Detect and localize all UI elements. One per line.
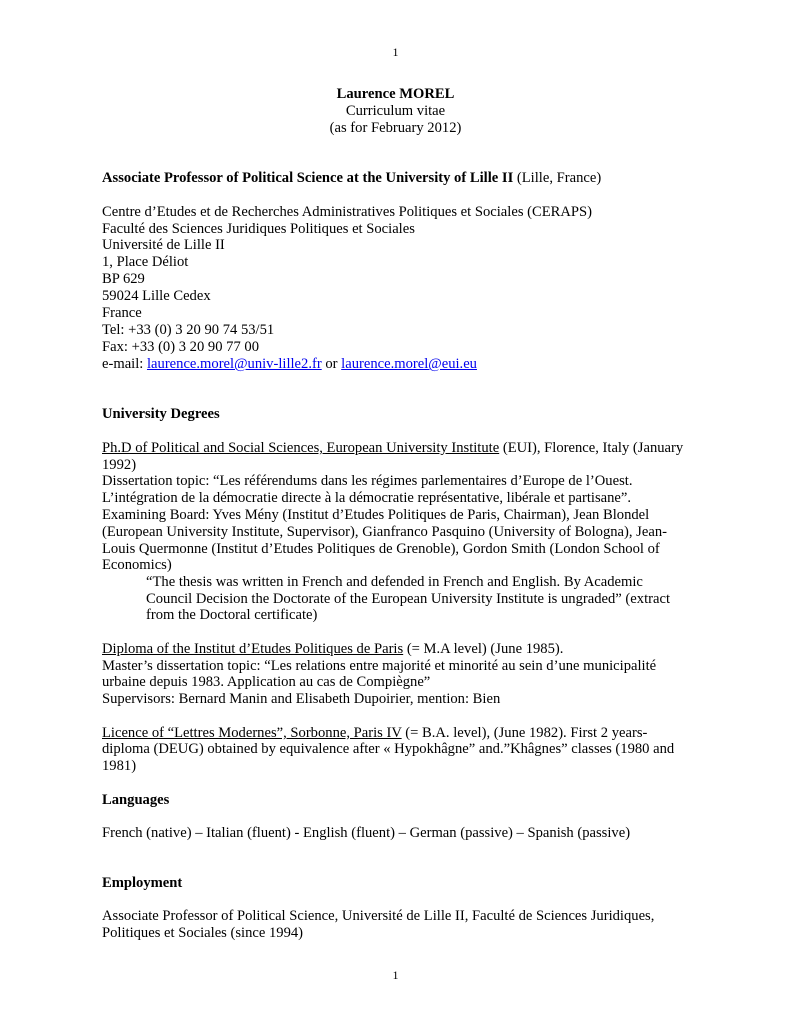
degrees-heading: University Degrees: [102, 406, 220, 422]
phd-line: Economics): [102, 557, 172, 573]
licence-line: 1981): [102, 758, 137, 774]
email-line: [102, 356, 477, 373]
phd-rest: (EUI), Florence, Italy (January: [499, 440, 684, 456]
diploma-rest: (= M.A level) (June 1985).: [403, 641, 564, 657]
phd-line: L’intégration de la démocratie directe à la démocratie représentative, libérale et partisane”.: [102, 490, 632, 506]
licence-rest: (= B.A. level), (June 1982). First 2 years-: [401, 725, 648, 741]
phd-title-line: [102, 440, 683, 457]
cv-name: Laurence MOREL: [336, 86, 455, 102]
address-line: BP 629: [102, 271, 145, 287]
phd-quote-line: “The thesis was written in French and defended in French and English. By Academic: [146, 574, 643, 590]
cv-date-note: (as for February 2012): [329, 120, 462, 136]
languages-text: French (native) – Italian (fluent) - English (fluent) – German (passive) – Spanish (passive): [102, 825, 631, 841]
employment-heading: Employment: [102, 875, 183, 891]
email-link-eui[interactable]: laurence.morel@eui.eu: [341, 356, 477, 372]
page-number-bottom: 1: [392, 968, 399, 982]
diploma-line: Supervisors: Bernard Manin and Elisabeth Dupoirier, mention: Bien: [102, 691, 501, 707]
phd-line: Louis Quermonne (Institut d’Etudes Politiques de Grenoble), Gordon Smith (London School of: [102, 541, 660, 557]
address-line: Faculté des Sciences Juridiques Politiques et Sociales: [102, 221, 415, 237]
phd-line: Dissertation topic: “Les référendums dans les régimes parlementaires d’Europe de l’Ouest.: [102, 473, 633, 489]
employment-line: Politiques et Sociales (since 1994): [102, 925, 304, 941]
address-line: 59024 Lille Cedex: [102, 288, 211, 304]
licence-title-line: [102, 725, 647, 742]
address-line: France: [102, 305, 142, 321]
position-line: [102, 170, 601, 187]
email-label: e-mail:: [102, 356, 147, 372]
languages-heading: Languages: [102, 792, 170, 808]
phd-line: (European University Institute, Supervisor), Gianfranco Pasquino (University of Bologna), Jean-: [102, 524, 667, 540]
email-separator: or: [321, 356, 342, 372]
phd-title: Ph.D of Political and Social Sciences, European University Institute: [102, 440, 500, 456]
diploma-line: Master’s dissertation topic: “Les relations entre majorité et minorité au sein d’une municipalité: [102, 658, 657, 674]
fax-line: Fax: +33 (0) 3 20 90 77 00: [102, 339, 259, 355]
cv-subtitle: Curriculum vitae: [345, 103, 446, 119]
phd-quote-line: Council Decision the Doctorate of the European University Institute is ungraded” (extract: [146, 591, 670, 607]
address-line: Université de Lille II: [102, 237, 225, 253]
phd-line: Examining Board: Yves Mény (Institut d’Etudes Politiques de Paris, Chairman), Jean Blondel: [102, 507, 650, 523]
employment-line: Associate Professor of Political Science, Université de Lille II, Faculté de Sciences Juridiques,: [102, 908, 655, 924]
page-number-top: 1: [392, 45, 399, 59]
phd-quote-line: from the Doctoral certificate): [146, 607, 318, 623]
diploma-title: Diploma of the Institut d’Etudes Politiques de Paris: [102, 641, 404, 657]
phone-line: Tel: +33 (0) 3 20 90 74 53/51: [102, 322, 275, 338]
licence-title: Licence of “Lettres Modernes”, Sorbonne, Paris IV: [102, 725, 402, 741]
diploma-title-line: [102, 641, 563, 658]
address-line: Centre d’Etudes et de Recherches Administratives Politiques et Sociales (CERAPS): [102, 204, 593, 220]
email-link-lille[interactable]: laurence.morel@univ-lille2.fr: [146, 356, 322, 372]
position-location: (Lille, France): [513, 170, 602, 186]
phd-line: 1992): [102, 457, 137, 473]
licence-line: diploma (DEUG) obtained by equivalence after « Hypokhâgne” and.”Khâgnes” classes (1980 and: [102, 741, 675, 757]
position-title: Associate Professor of Political Science at the University of Lille II: [102, 170, 514, 186]
address-line: 1, Place Déliot: [102, 254, 189, 270]
diploma-line: urbaine depuis 1983. Application au cas de Compiègne”: [102, 674, 431, 690]
